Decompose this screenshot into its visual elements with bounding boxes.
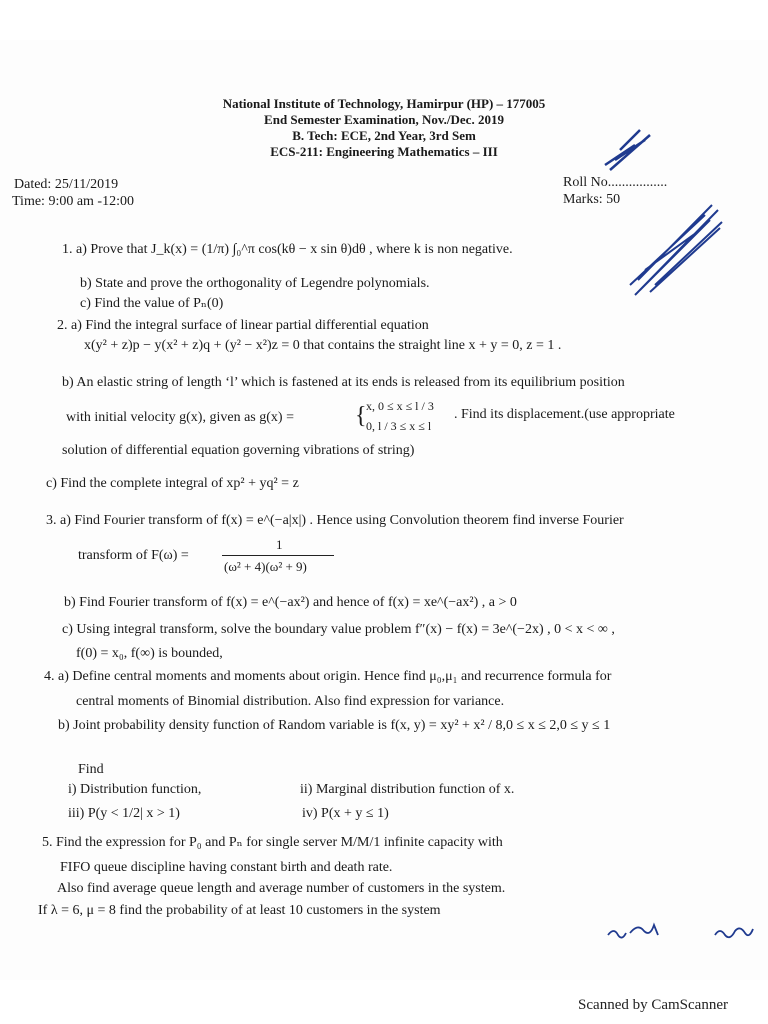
exam-date: Dated: 25/11/2019 [14,177,119,192]
fraction-bar [222,555,334,556]
ink-scribble-bottom [600,905,760,955]
question-1a: 1. a) Prove that J_k(x) = (1/π) ∫₀^π cos(kθ − x sin θ)dθ , where k is non negative. [62,242,513,257]
institute-name: National Institute of Technology, Hamirpur (HP) – 177005 [222,96,546,111]
question-4b-find: Find [78,762,104,777]
question-4b-ii: ii) Marginal distribution function of x. [300,782,515,797]
course-name: ECS-211: Engineering Mathematics – III [270,144,498,159]
question-3c-line1: c) Using integral transform, solve the boundary value problem f″(x) − f(x) = 3e^(−2x) , 0 < x < ∞ , [62,622,615,637]
program-name: B. Tech: ECE, 2nd Year, 3rd Sem [292,128,476,143]
question-4b-iv: iv) P(x + y ≤ 1) [302,806,389,821]
question-4a-line2: central moments of Binomial distribution. Also find expression for variance. [76,694,505,709]
question-1b: b) State and prove the orthogonality of Legendre polynomials. [80,276,430,291]
question-3a-line2-label: transform of F(ω) = [78,548,189,563]
question-2a-line1: 2. a) Find the integral surface of linear partial differential equation [57,318,429,333]
question-3b: b) Find Fourier transform of f(x) = e^(−ax²) and hence of f(x) = xe^(−ax²) , a > 0 [64,595,517,610]
question-2b-line1: b) An elastic string of length ‘l’ which is fastened at its ends is released from its equilibrium position [62,375,625,390]
question-4b-line1: b) Joint probability density function of Random variable is f(x, y) = xy² + x² / 8,0 ≤ x ≤ 2,0 ≤ y ≤ 1 [58,718,611,733]
question-1c: c) Find the value of Pₙ(0) [80,296,224,311]
exam-name: End Semester Examination, Nov./Dec. 2019 [264,112,504,127]
question-5-line1: 5. Find the expression for P₀ and Pₙ for single server M/M/1 infinite capacity with [42,835,503,850]
question-2b-line2a: with initial velocity g(x), given as g(x) = [66,410,294,425]
piecewise-case-2: 0, l / 3 ≤ x ≤ l [366,419,432,433]
question-5-line4: If λ = 6, μ = 8 find the probability of at least 10 customers in the system [38,903,441,918]
fraction-numerator: 1 [276,537,283,552]
question-4a-line1: 4. a) Define central moments and moments about origin. Hence find μ₀,μ₁ and recurrence formula for [44,669,612,684]
question-2c: c) Find the complete integral of xp² + yq² = z [46,476,299,491]
max-marks: Marks: 50 [563,192,621,207]
piecewise-case-1: x, 0 ≤ x ≤ l / 3 [366,399,434,413]
question-3a-line1: 3. a) Find Fourier transform of f(x) = e^(−a|x|) . Hence using Convolution theorem find inverse Fourier [46,513,624,528]
fraction-denominator: (ω² + 4)(ω² + 9) [224,559,307,574]
question-4b-i: i) Distribution function, [68,782,202,797]
question-2a-line2: x(y² + z)p − y(x² + z)q + (y² − x²)z = 0 that contains the straight line x + y = 0, z = 1 . [84,338,562,353]
roll-number: Roll No................. [563,175,668,190]
question-5-line3: Also find average queue length and average number of customers in the system. [57,881,506,896]
question-4b-iii: iii) P(y < 1/2| x > 1) [68,806,180,821]
exam-time: Time: 9:00 am -12:00 [12,194,134,209]
ink-scribble-top-right [580,110,730,310]
piecewise-brace: { [355,403,367,429]
scanner-watermark: Scanned by CamScanner [578,997,728,1013]
question-2b-line3: solution of differential equation governing vibrations of string) [62,443,415,458]
question-3c-line2: f(0) = x₀, f(∞) is bounded, [76,646,223,661]
question-5-line2: FIFO queue discipline having constant birth and death rate. [60,860,393,875]
question-2b-line2b: . Find its displacement.(use appropriate [454,407,675,422]
